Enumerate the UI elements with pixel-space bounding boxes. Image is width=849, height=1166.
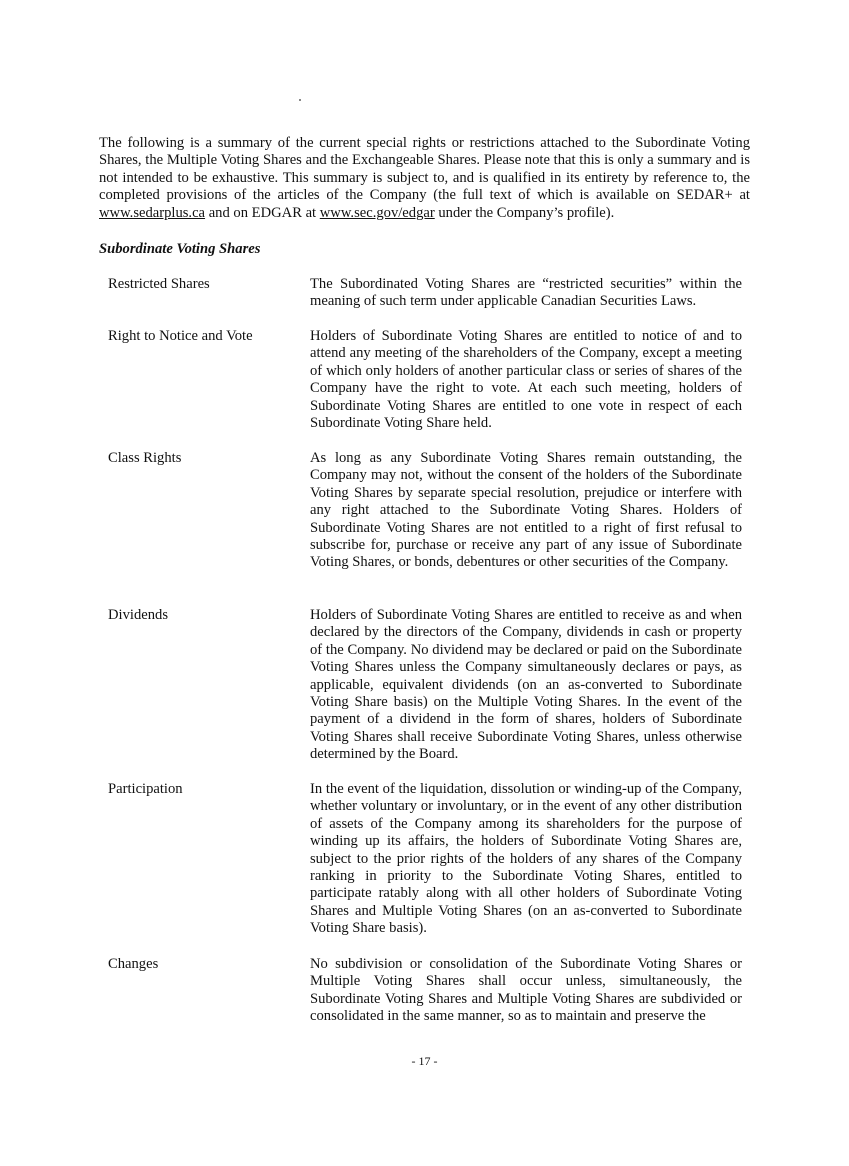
intro-text-1: The following is a summary of the current special rights or restrictions attached to the Subordinate Voting Shares, the Multiple Voting Shares and the Exchangeable Shares. Please note that this is only a summary and is not intended to be exhaustive. This summary is subject to, and is qualified in its entirety by reference to, the completed provisions of the articles of the Company (the full text of which is available on SEDAR+ at <box>99 135 750 204</box>
row-description: No subdivision or consolidation of the Subordinate Voting Shares or Multiple Voting Shares shall occur unless, simultaneously, the Subordinate Voting Shares and Multiple Voting Shares are subdivided or consolidated in the same manner, so as to maintain and preserve the <box>310 956 742 1025</box>
scan-speck <box>299 99 301 101</box>
intro-paragraph <box>99 135 750 222</box>
row-term: Right to Notice and Vote <box>108 328 253 344</box>
row-description: As long as any Subordinate Voting Shares remain outstanding, the Company may not, without the consent of the holders of the Subordinate Voting Shares by separate special resolution, prejudice or interfere with any right attached to the Subordinate Voting Shares. Holders of Subordinate Voting Shares are not entitled to a right of first refusal to subscribe for, purchase or receive any part of any issue of Subordinate Voting Shares, or bonds, debentures or other securities of the Company. <box>310 450 742 571</box>
row-description: Holders of Subordinate Voting Shares are entitled to receive as and when declared by the directors of the Company, dividends in cash or property of the Company. No dividend may be declared or paid on the Subordinate Voting Shares unless the Company simultaneously declares or pays, as applicable, equivalent dividends (on an as-converted to Subordinate Voting Share basis) on the Multiple Voting Shares. In the event of the payment of a dividend in the form of shares, holders of Subordinate Voting Shares shall receive Subordinate Voting Shares, unless otherwise determined by the Board. <box>310 607 742 763</box>
page-number: - 17 - <box>411 1054 438 1068</box>
row-term: Class Rights <box>108 450 182 466</box>
sedar-link[interactable]: www.sedarplus.ca <box>99 204 206 221</box>
section-title: Subordinate Voting Shares <box>99 241 261 257</box>
intro-text-2: and on EDGAR at <box>205 204 320 221</box>
row-description: In the event of the liquidation, dissolution or winding-up of the Company, whether voluntary or involuntary, or in the event of any other distribution of assets of the Company among its shareholders for the purpose of winding up its affairs, the holders of Subordinate Voting Shares are, subject to the prior rights of the holders of any shares of the Company ranking in priority to the Subordinate Voting Shares, entitled to participate ratably along with all other holders of Subordinate Voting Shares and Multiple Voting Shares (on an as-converted to Subordinate Voting Share basis). <box>310 781 742 937</box>
row-description: Holders of Subordinate Voting Shares are entitled to notice of and to attend any meeting of the shareholders of the Company, except a meeting of which only holders of another particular class or series of shares of the Company have the right to vote. At each such meeting, holders of Subordinate Voting Shares are entitled to one vote in respect of each Subordinate Voting Share held. <box>310 328 742 432</box>
row-term: Changes <box>108 956 159 972</box>
row-term: Restricted Shares <box>108 276 210 292</box>
row-term: Participation <box>108 781 183 797</box>
edgar-link[interactable]: www.sec.gov/edgar <box>319 204 435 221</box>
intro-text-3: under the Company’s profile). <box>434 204 615 221</box>
row-description: The Subordinated Voting Shares are “restricted securities” within the meaning of such term under applicable Canadian Securities Laws. <box>310 276 742 310</box>
row-term: Dividends <box>108 607 168 623</box>
